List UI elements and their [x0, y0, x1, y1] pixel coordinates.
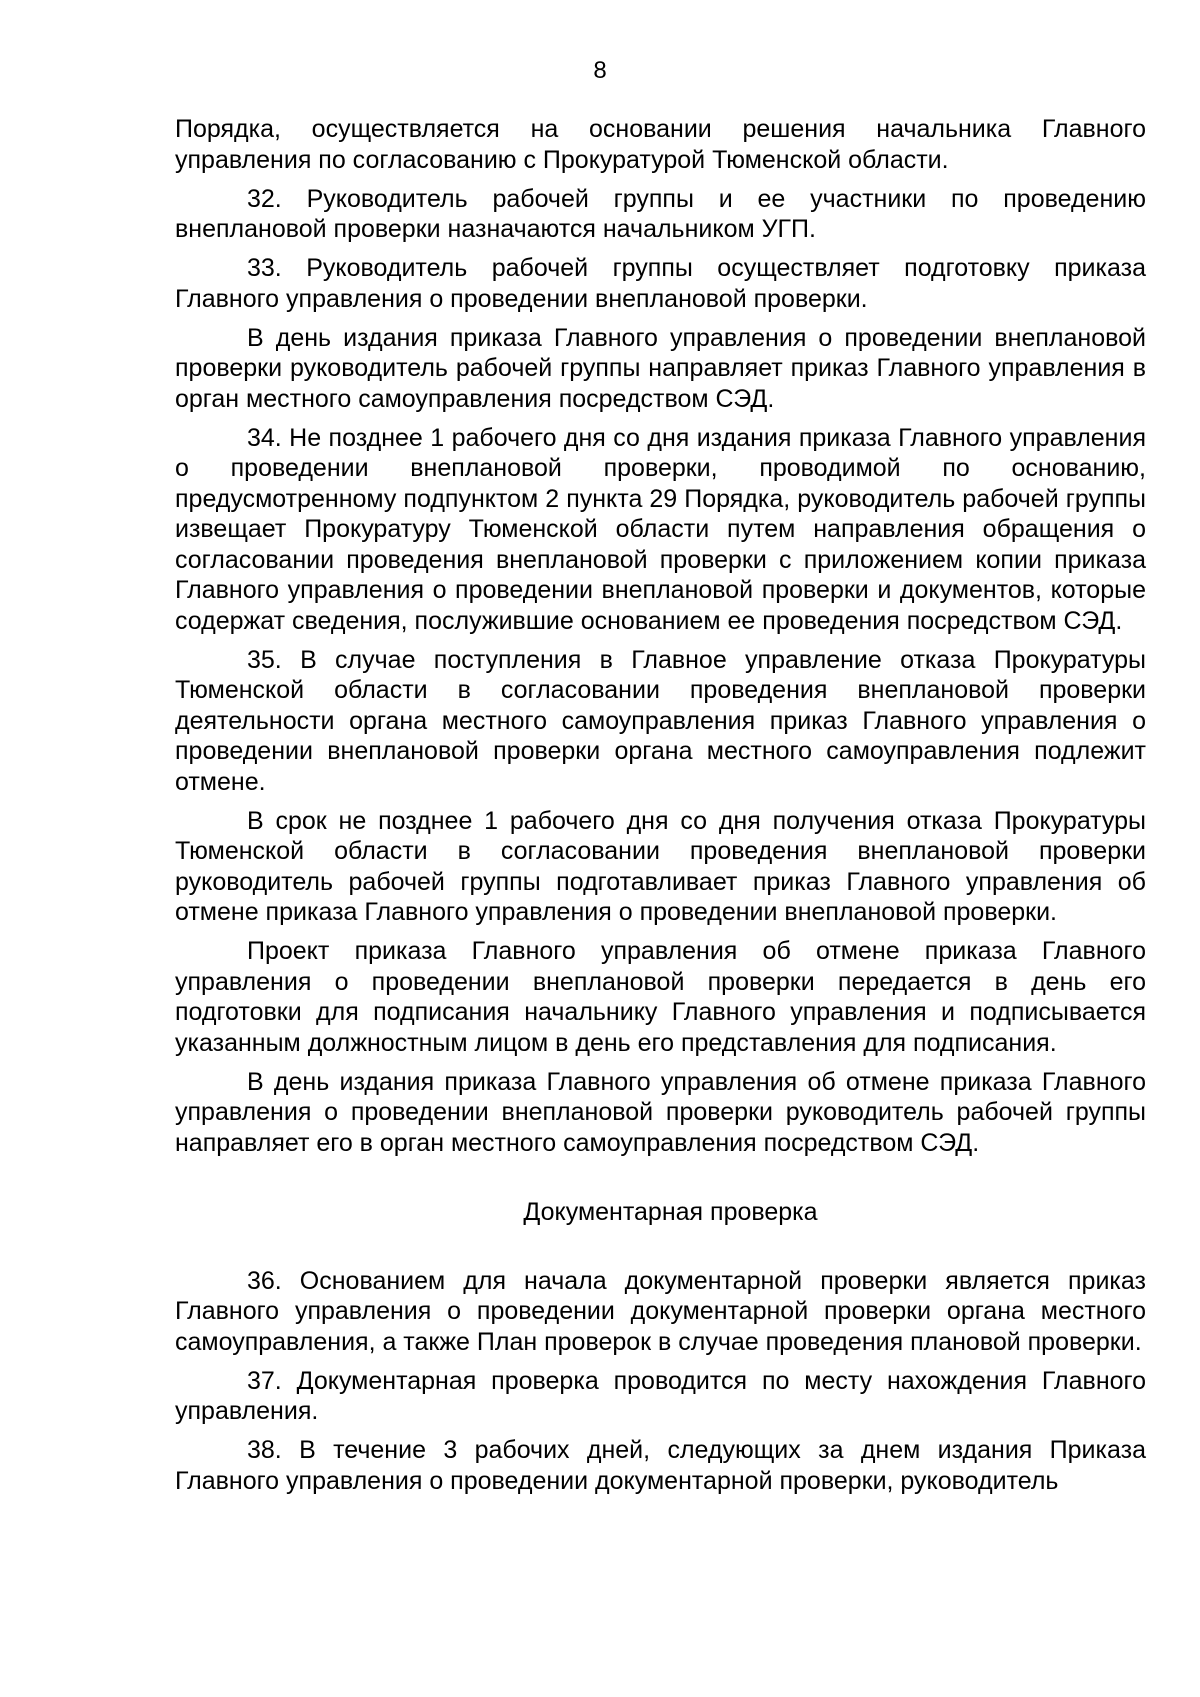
paragraph: 36. Основанием для начала документарной проверки является приказ Главного управления о проведении документарной проверки органа местного самоуправления, а также План проверок в случае проведения плановой проверки.	[175, 1266, 1146, 1356]
paragraph: В день издания приказа Главного управления об отмене приказа Главного управления о проведении внеплановой проверки руководитель рабочей группы направляет его в орган местного самоуправления посредством СЭД.	[175, 1067, 1146, 1157]
page-number: 8	[593, 57, 607, 84]
document-body	[175, 114, 1146, 1505]
paragraph: 38. В течение 3 рабочих дней, следующих за днем издания Приказа Главного управления о проведении документарной проверки, руководитель	[175, 1436, 1146, 1495]
paragraph: 33. Руководитель рабочей группы осуществляет подготовку приказа Главного управления о проведении внеплановой проверки.	[175, 254, 1146, 313]
paragraph: 34. Не позднее 1 рабочего дня со дня издания приказа Главного управления о проведении внеплановой проверки, проводимой по основанию, предусмотренному подпунктом 2 пункта 29 Порядка, руководитель рабочей группы извещает Прокуратуру Тюменской области путем направления обращения о согласовании проведения внеплановой проверки с приложением копии приказа Главного управления о проведении внеплановой проверки и документов, которые содержат сведения, послужившие основанием ее проведения посредством СЭД.	[175, 423, 1146, 635]
paragraph: 32. Руководитель рабочей группы и ее участники по проведению внеплановой проверки назначаются начальником УГП.	[175, 184, 1146, 243]
paragraph: 37. Документарная проверка проводится по месту нахождения Главного управления.	[175, 1366, 1146, 1425]
section-heading: Документарная проверка	[523, 1198, 818, 1226]
paragraph: Порядка, осуществляется на основании решения начальника Главного управления по согласованию с Прокуратурой Тюменской области.	[175, 115, 1146, 174]
paragraph: В срок не позднее 1 рабочего дня со дня получения отказа Прокуратуры Тюменской области в согласовании проведения внеплановой проверки руководитель рабочей группы подготавливает приказ Главного управления об отмене приказа Главного управления о проведении внеплановой проверки.	[175, 806, 1146, 926]
paragraph: В день издания приказа Главного управления о проведении внеплановой проверки руководитель рабочей группы направляет приказ Главного управления в орган местного самоуправления посредством СЭД.	[175, 323, 1146, 413]
paragraph: 35. В случае поступления в Главное управление отказа Прокуратуры Тюменской области в согласовании проведения внеплановой проверки деятельности органа местного самоуправления приказ Главного управления о проведении внеплановой проверки органа местного самоуправления подлежит отмене.	[175, 645, 1146, 796]
paragraph: Проект приказа Главного управления об отмене приказа Главного управления о проведении внеплановой проверки передается в день его подготовки для подписания начальнику Главного управления и подписывается указанным должностным лицом в день его представления для подписания.	[175, 937, 1146, 1057]
